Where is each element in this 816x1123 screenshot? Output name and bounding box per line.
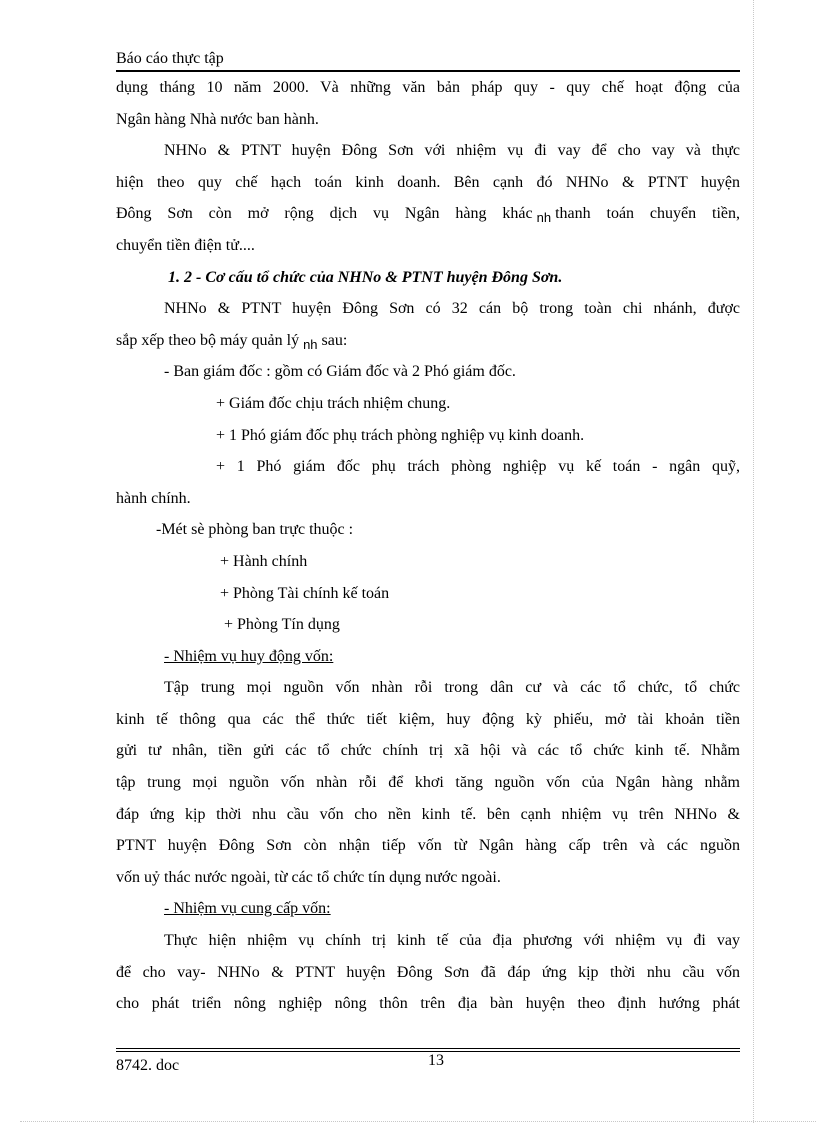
document-body	[116, 72, 740, 1020]
sub-list-item: + Giám đốc chịu trách nhiệm chung.	[216, 394, 451, 412]
sub-list-item: + Hành chính	[220, 552, 308, 570]
body-line: đáp ứng kịp thời nhu cầu vốn cho nền kinh tế. bên cạnh nhiệm vụ trên NHNo &	[116, 805, 740, 823]
body-line: PTNT huyện Đông Sơn còn nhận tiếp vốn từ Ngân hàng cấp trên và các nguồn	[116, 837, 740, 855]
text-span: thanh toán chuyển tiền,	[555, 205, 740, 223]
page-frame-right	[753, 0, 816, 1123]
subsection-title	[116, 641, 740, 673]
inline-nh-fragment: nh	[536, 210, 552, 226]
paragraph-start: Thực hiện nhiệm vụ chính trị kinh tế của địa phương với nhiệm vụ đi vay	[164, 932, 740, 950]
body-line: hành chính.	[116, 489, 191, 507]
footer-filename: 8742. doc	[116, 1057, 180, 1074]
page-frame-bottom	[20, 1121, 816, 1122]
body-line: tập trung mọi nguồn vốn nhàn rỗi để khơi tăng nguồn vốn của Ngân hàng nhằm	[116, 774, 740, 792]
body-line	[116, 198, 740, 230]
text-span: sau:	[321, 331, 348, 349]
sub-list-item: + 1 Phó giám đốc phụ trách phòng nghiệp vụ kế toán - ngân quỹ,	[216, 458, 740, 476]
sub-list-item: + Phòng Tín dụng	[224, 616, 340, 634]
body-line: hiện theo quy chế hạch toán kinh doanh. Bên cạnh đó NHNo & PTNT huyện	[116, 173, 740, 191]
body-line	[116, 325, 740, 357]
running-header: Báo cáo thực tập	[116, 50, 224, 67]
footer-rule-top	[116, 1048, 740, 1049]
body-line: dụng tháng 10 năm 2000. Và những văn bản pháp quy - quy chế hoạt động của	[116, 79, 740, 96]
paragraph-start: Tập trung mọi nguồn vốn nhàn rỗi trong dân cư và các tổ chức, tổ chức	[164, 679, 740, 697]
body-line: Ngân hàng Nhà nước ban hành.	[116, 110, 319, 128]
text-span: Đông Sơn còn mở rộng dịch vụ Ngân hàng khác	[116, 205, 533, 223]
list-item: -Mét sè phòng ban trực thuộc :	[156, 521, 354, 539]
body-line: cho phát triển nông nghiệp nông thôn trên địa bàn huyện theo định hướng phát	[116, 995, 740, 1013]
sub-list-item: + 1 Phó giám đốc phụ trách phòng nghiệp vụ kinh doanh.	[216, 426, 585, 444]
body-line: để cho vay- NHNo & PTNT huyện Đông Sơn đã đáp ứng kịp thời nhu cầu vốn	[116, 963, 740, 981]
body-line: vốn uỷ thác nước ngoài, từ các tổ chức tín dụng nước ngoài.	[116, 868, 501, 886]
inline-nh-fragment: nh	[303, 336, 318, 352]
body-line: chuyển tiền điện tử....	[116, 236, 255, 254]
text-span: sắp xếp theo bộ máy quản lý	[116, 331, 300, 349]
page-number: 13	[428, 1052, 444, 1069]
paragraph-start: NHNo & PTNT huyện Đông Sơn có 32 cán bộ trong toàn chi nhánh, được	[164, 300, 740, 318]
underlined-title: - Nhiệm vụ huy động vốn:	[164, 647, 334, 665]
paragraph-start: NHNo & PTNT huyện Đông Sơn với nhiệm vụ đi vay để cho vay và thực	[164, 142, 740, 160]
list-item: - Ban giám đốc : gồm có Giám đốc và 2 Phó giám đốc.	[164, 363, 516, 381]
body-line: kinh tế thông qua các thể thức tiết kiệm, huy động kỳ phiếu, mở tài khoản tiền	[116, 710, 740, 728]
body-line: gửi tư nhân, tiền gửi các tổ chức chính trị xã hội và các tổ chức kinh tế. Nhằm	[116, 742, 740, 760]
sub-list-item: + Phòng Tài chính kế toán	[220, 584, 390, 602]
section-heading: 1. 2 - Cơ cấu tổ chức của NHNo & PTNT huyện Đông Sơn.	[168, 268, 563, 286]
subsection-title	[116, 893, 740, 925]
underlined-title: - Nhiệm vụ cung cấp vốn:	[164, 900, 331, 918]
